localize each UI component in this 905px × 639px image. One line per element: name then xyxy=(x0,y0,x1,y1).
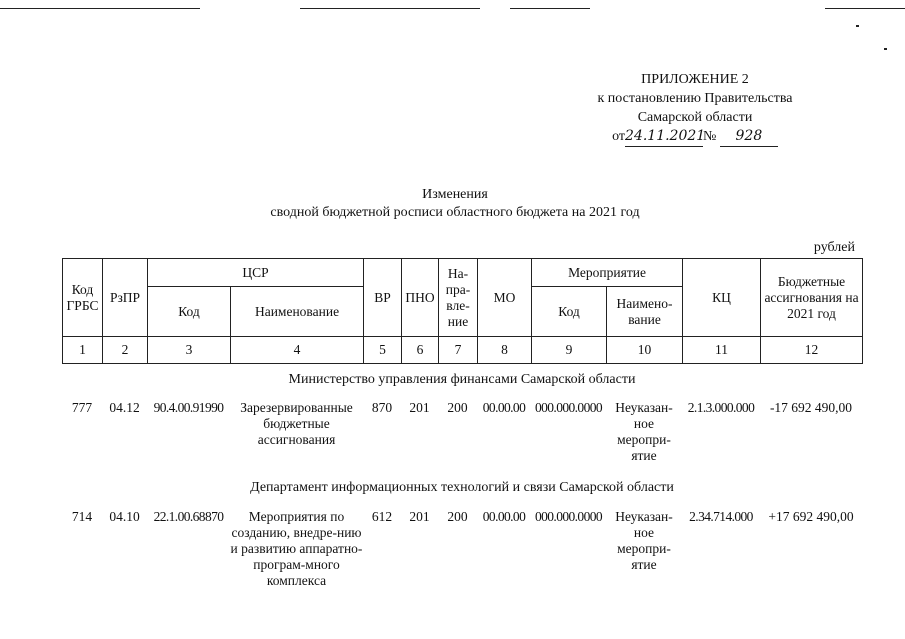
scan-speck xyxy=(856,25,859,27)
header-event: Мероприятие xyxy=(532,259,683,287)
section-title: Департамент информационных технологий и связи Самарской области xyxy=(250,480,674,495)
cell-csr-name: Зарезервированные бюджетные ассигнования xyxy=(240,400,353,447)
header-allocations: Бюджетные ассигнования на 2021 год xyxy=(761,259,863,337)
scan-top-border xyxy=(0,8,200,9)
header-csr: ЦСР xyxy=(148,259,364,287)
cell-grbs: 714 xyxy=(71,509,93,524)
number-sign: № xyxy=(703,129,717,144)
column-number: 6 xyxy=(402,337,439,364)
column-number: 7 xyxy=(439,337,478,364)
cell-kc: 2.34.714.000 xyxy=(689,509,753,524)
header-kc: КЦ xyxy=(683,259,761,337)
cell-amount: -17 692 490,00 xyxy=(769,400,853,415)
cell-amount: +17 692 490,00 xyxy=(768,509,854,524)
header-grbs: Код ГРБС xyxy=(63,259,103,337)
from-label: от xyxy=(612,129,626,144)
header-pno: ПНО xyxy=(402,259,439,337)
scan-top-border xyxy=(825,8,905,9)
header-rzpr: РзПР xyxy=(103,259,148,337)
title-line: сводной бюджетной росписи областного бюджета на 2021 год xyxy=(270,205,640,220)
table-row xyxy=(62,400,862,470)
cell-vr: 870 xyxy=(371,400,393,415)
appendix-line: к постановлению Правительства xyxy=(597,91,793,106)
signature-date: 24.11.2021 xyxy=(625,127,703,147)
currency-unit: рублей xyxy=(813,240,855,255)
scan-top-border xyxy=(300,8,480,9)
appendix-title: ПРИЛОЖЕНИЕ 2 xyxy=(641,72,749,87)
column-number: 2 xyxy=(103,337,148,364)
column-number: 1 xyxy=(63,337,103,364)
cell-kc: 2.1.3.000.000 xyxy=(687,400,755,415)
header-csr-code: Код xyxy=(148,287,231,337)
header-mo: МО xyxy=(478,259,532,337)
appendix-date-line xyxy=(560,127,830,147)
cell-direction: 200 xyxy=(447,509,468,524)
cell-event-name: Неуказан-ное меропри-ятие xyxy=(615,509,673,572)
cell-csr-name: Мероприятия по созданию, внедре-нию и развитию аппаратно-програм-много комплекса xyxy=(230,509,363,588)
appendix-line: Самарской области xyxy=(637,110,753,125)
cell-csr-code: 90.4.00.91990 xyxy=(153,400,224,415)
column-number: 3 xyxy=(148,337,231,364)
column-number: 8 xyxy=(478,337,532,364)
header-csr-name: Наименование xyxy=(231,287,364,337)
cell-pno: 201 xyxy=(409,509,430,524)
section-title: Министерство управления финансами Самарской области xyxy=(288,372,636,387)
column-number: 12 xyxy=(761,337,863,364)
column-number: 4 xyxy=(231,337,364,364)
column-number: 5 xyxy=(364,337,402,364)
scan-speck xyxy=(884,48,887,50)
cell-direction: 200 xyxy=(447,400,468,415)
cell-event-code: 000.000.0000 xyxy=(534,509,603,524)
cell-vr: 612 xyxy=(371,509,393,524)
column-number: 9 xyxy=(532,337,607,364)
title-line: Изменения xyxy=(422,187,488,202)
table-row xyxy=(62,509,862,593)
cell-event-name: Неуказан-ное меропри-ятие xyxy=(615,400,673,463)
cell-event-code: 000.000.0000 xyxy=(534,400,603,415)
cell-rzpr: 04.10 xyxy=(109,509,140,524)
header-vr: ВР xyxy=(364,259,402,337)
cell-pno: 201 xyxy=(409,400,430,415)
header-event-name: Наимено-вание xyxy=(607,287,683,337)
signature-number: 928 xyxy=(720,127,778,147)
header-direction: На-пра-вле-ние xyxy=(439,259,478,337)
header-event-code: Код xyxy=(532,287,607,337)
appendix-block xyxy=(560,70,830,147)
cell-grbs: 777 xyxy=(71,400,93,415)
scan-top-border xyxy=(510,8,590,9)
column-number: 11 xyxy=(683,337,761,364)
cell-rzpr: 04.12 xyxy=(109,400,140,415)
cell-csr-code: 22.1.00.68870 xyxy=(153,509,224,524)
column-numbers-row xyxy=(63,337,863,364)
document-title xyxy=(150,186,760,222)
cell-mo: 00.00.00 xyxy=(482,400,526,415)
cell-mo: 00.00.00 xyxy=(482,509,526,524)
table-header xyxy=(62,258,863,364)
column-number: 10 xyxy=(607,337,683,364)
